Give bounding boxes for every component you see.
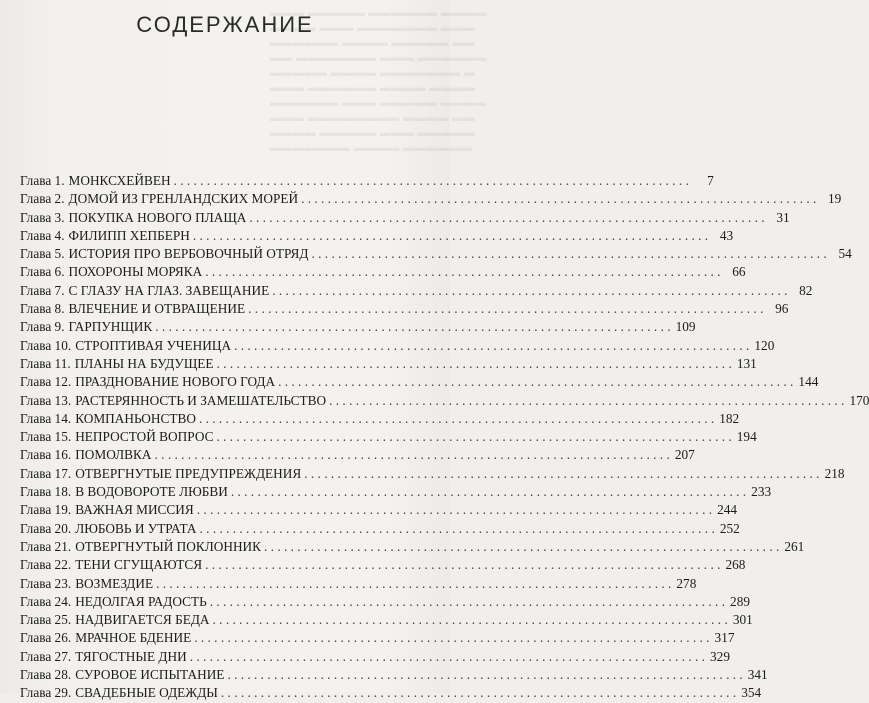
chapter-number: Глава 28.	[20, 667, 72, 683]
dot-leader	[210, 593, 725, 611]
chapter-title: ПОКУПКА НОВОГО ПЛАЩА	[68, 209, 247, 225]
toc-entry	[20, 556, 746, 574]
toc-entry	[20, 410, 740, 428]
chapter-title: ПЛАНЫ НА БУДУЩЕЕ	[74, 355, 214, 371]
chapter-number: Глава 7.	[20, 282, 65, 298]
dot-leader	[174, 172, 689, 190]
page-number: 194	[736, 429, 757, 445]
chapter-number: Глава 18.	[20, 484, 72, 500]
dot-leader	[312, 245, 827, 263]
chapter-number: Глава 24.	[20, 593, 72, 609]
chapter-number: Глава 21.	[20, 538, 72, 554]
page-number: 207	[674, 447, 695, 463]
chapter-number: Глава 3.	[20, 209, 65, 225]
toc-entry	[20, 263, 746, 281]
dot-leader	[278, 373, 793, 391]
chapter-number: Глава 14.	[20, 410, 72, 426]
chapter-title: ВАЖНАЯ МИССИЯ	[75, 502, 194, 518]
chapter-title: ДОМОЙ ИЗ ГРЕНЛАНДСКИХ МОРЕЙ	[68, 191, 299, 207]
chapter-number: Глава 2.	[20, 191, 65, 207]
dot-leader	[216, 428, 731, 446]
dot-leader	[213, 611, 728, 629]
page-number: 329	[710, 648, 730, 664]
page-number: 82	[799, 282, 813, 298]
page-number: 31	[776, 209, 790, 225]
page-number: 233	[751, 484, 772, 500]
dot-leader	[155, 446, 670, 464]
page-number: 19	[828, 191, 842, 207]
toc-entry	[20, 483, 772, 501]
page-number: 341	[747, 667, 768, 683]
chapter-number: Глава 5.	[20, 246, 65, 262]
toc-entry	[20, 227, 734, 245]
chapter-number: Глава 8.	[20, 301, 65, 317]
chapter-title: НЕДОЛГАЯ РАДОСТЬ	[75, 593, 207, 609]
toc-entry	[20, 465, 845, 483]
toc-entry	[20, 648, 730, 666]
page-number: 278	[676, 575, 697, 591]
chapter-number: Глава 16.	[20, 447, 72, 463]
dot-leader	[197, 501, 712, 519]
dot-leader	[301, 190, 816, 208]
page-number: 96	[775, 301, 789, 317]
dot-leader	[272, 282, 787, 300]
chapter-title: ЛЮБОВЬ И УТРАТА	[75, 520, 197, 536]
page-number: 289	[730, 593, 750, 609]
dot-leader	[248, 300, 763, 318]
toc-entry	[20, 172, 714, 190]
page-number: 218	[824, 465, 845, 481]
page-number: 301	[732, 612, 753, 628]
chapter-title: ОТВЕРГНУТЫЕ ПРЕДУПРЕЖДЕНИЯ	[75, 465, 302, 481]
page-number: 182	[719, 410, 740, 426]
chapter-title: ИСТОРИЯ ПРО ВЕРБОВОЧНЫЙ ОТРЯД	[68, 246, 309, 262]
toc-entry	[20, 520, 740, 538]
chapter-title: КОМПАНЬОНСТВО	[75, 410, 196, 426]
page-number: 120	[754, 337, 775, 353]
chapter-number: Глава 27.	[20, 648, 72, 664]
chapter-number: Глава 15.	[20, 429, 72, 445]
page-number: 54	[838, 246, 852, 262]
dot-leader	[190, 648, 705, 666]
chapter-title: ГАРПУНЩИК	[68, 319, 153, 335]
chapter-title: ВЛЕЧЕНИЕ И ОТВРАЩЕНИЕ	[68, 301, 246, 317]
toc-entry	[20, 666, 768, 684]
chapter-number: Глава 20.	[20, 520, 72, 536]
chapter-title: НЕПРОСТОЙ ВОПРОС	[75, 429, 214, 445]
dot-leader	[199, 410, 714, 428]
chapter-title: СУРОВОЕ ИСПЫТАНИЕ	[75, 667, 225, 683]
chapter-number: Глава 11.	[20, 355, 71, 371]
chapter-title: МОНКСХЕЙВЕН	[68, 173, 171, 188]
dot-leader	[156, 575, 671, 593]
dot-leader	[264, 538, 779, 556]
toc-entry	[20, 355, 757, 373]
chapter-title: РАСТЕРЯННОСТЬ И ЗАМЕШАТЕЛЬСТВО	[75, 392, 327, 408]
dot-leader	[231, 483, 746, 501]
chapter-title: ПРАЗДНОВАНИЕ НОВОГО ГОДА	[75, 374, 276, 390]
toc-entry	[20, 373, 819, 391]
chapter-title: НАДВИГАЕТСЯ БЕДА	[75, 612, 210, 628]
toc-entry	[20, 593, 750, 611]
page-number: 268	[725, 557, 746, 573]
chapter-number: Глава 19.	[20, 502, 72, 518]
chapter-title: ПОМОЛВКА	[75, 447, 152, 463]
chapter-number: Глава 10.	[20, 337, 72, 353]
toc-entry	[20, 538, 805, 556]
toc-entry	[20, 501, 738, 519]
chapter-number: Глава 26.	[20, 630, 72, 646]
table-of-contents	[20, 172, 869, 703]
dot-leader	[193, 227, 708, 245]
chapter-number: Глава 17.	[20, 465, 72, 481]
page-number: 244	[717, 502, 738, 518]
dot-leader	[194, 629, 709, 647]
page-number: 7	[707, 173, 714, 188]
page-number: 354	[741, 685, 762, 701]
chapter-number: Глава 22.	[20, 557, 72, 573]
chapter-number: Глава 1.	[20, 173, 65, 188]
toc-entry	[20, 282, 813, 300]
chapter-title: В ВОДОВОРОТЕ ЛЮБВИ	[75, 484, 228, 500]
dot-leader	[249, 209, 764, 227]
page-number: 43	[719, 227, 734, 243]
dot-leader	[227, 666, 742, 684]
page-title: СОДЕРЖАНИЕ	[136, 12, 314, 37]
page-number: 131	[736, 355, 757, 371]
dot-leader	[200, 520, 715, 538]
toc-entry	[20, 629, 735, 647]
chapter-title: ТЕНИ СГУЩАЮТСЯ	[75, 557, 203, 573]
chapter-number: Глава 6.	[20, 264, 65, 280]
page-number: 144	[798, 374, 819, 390]
chapter-number: Глава 23.	[20, 575, 72, 591]
chapter-number: Глава 4.	[20, 227, 65, 243]
chapter-number: Глава 25.	[20, 612, 72, 628]
toc-entry	[20, 428, 757, 446]
chapter-title: СВАДЕБНЫЕ ОДЕЖДЫ	[75, 685, 218, 701]
chapter-title: С ГЛАЗУ НА ГЛАЗ. ЗАВЕЩАНИЕ	[68, 282, 270, 298]
show-through-text: ▬▬▬ ▬▬▬▬▬ ▬▬▬▬▬▬ ▬▬▬▬ ▬▬▬▬ ▬▬▬ ▬▬▬▬▬▬▬ ▬▬▬ ▬▬▬▬▬▬ ▬▬▬▬ ▬▬▬▬▬ ▬▬ ▬▬ ▬▬▬▬▬▬▬ ▬▬▬ ▬▬▬▬▬▬ ▬▬▬▬▬ ▬▬▬▬ ▬▬▬▬▬▬▬ ▬ ▬▬▬ ▬▬▬▬▬▬ ▬▬▬▬ ▬▬▬▬ ▬▬▬▬▬▬ ▬▬▬ ▬▬▬▬▬ ▬▬▬▬ ▬▬▬ ▬▬▬▬▬▬▬▬ ▬▬▬▬ ▬▬ ▬▬▬▬ ▬▬▬▬▬ ▬▬▬ ▬▬▬▬▬ ▬▬▬▬▬▬▬ ▬▬▬▬ ▬▬▬▬▬▬	[270, 7, 487, 154]
page-number: 261	[784, 538, 805, 554]
chapter-title: ОТВЕРГНУТЫЙ ПОКЛОННИК	[75, 538, 262, 554]
toc-entry	[20, 318, 696, 336]
toc-entry	[20, 245, 852, 263]
dot-leader	[234, 337, 749, 355]
toc-entry	[20, 209, 790, 227]
chapter-number: Глава 9.	[20, 319, 65, 335]
chapter-number: Глава 29.	[20, 685, 72, 701]
toc-entry	[20, 337, 775, 355]
dot-leader	[205, 263, 720, 281]
toc-entry	[20, 611, 753, 629]
dot-leader	[205, 556, 720, 574]
page-number: 170	[849, 392, 869, 408]
dot-leader	[304, 465, 819, 483]
chapter-title: ПОХОРОНЫ МОРЯКА	[68, 264, 203, 280]
toc-entry	[20, 300, 789, 318]
toc-entry	[20, 575, 697, 593]
dot-leader	[217, 355, 732, 373]
toc-entry	[20, 684, 762, 702]
page-number: 317	[714, 630, 735, 646]
toc-entry	[20, 446, 695, 464]
page-number: 252	[719, 520, 740, 536]
toc-entry	[20, 392, 869, 410]
chapter-title: ВОЗМЕЗДИЕ	[75, 575, 154, 591]
page-number: 109	[675, 319, 696, 335]
chapter-number: Глава 13.	[20, 392, 72, 408]
dot-leader	[155, 318, 670, 336]
toc-entry	[20, 190, 842, 208]
dot-leader	[221, 684, 736, 702]
chapter-number: Глава 12.	[20, 374, 72, 390]
chapter-title: ТЯГОСТНЫЕ ДНИ	[75, 648, 187, 664]
chapter-title: ФИЛИПП ХЕПБЕРН	[68, 227, 190, 243]
chapter-title: МРАЧНОЕ БДЕНИЕ	[75, 630, 192, 646]
dot-leader	[329, 392, 844, 410]
page-number: 66	[732, 264, 746, 280]
chapter-title: СТРОПТИВАЯ УЧЕНИЦА	[75, 337, 232, 353]
